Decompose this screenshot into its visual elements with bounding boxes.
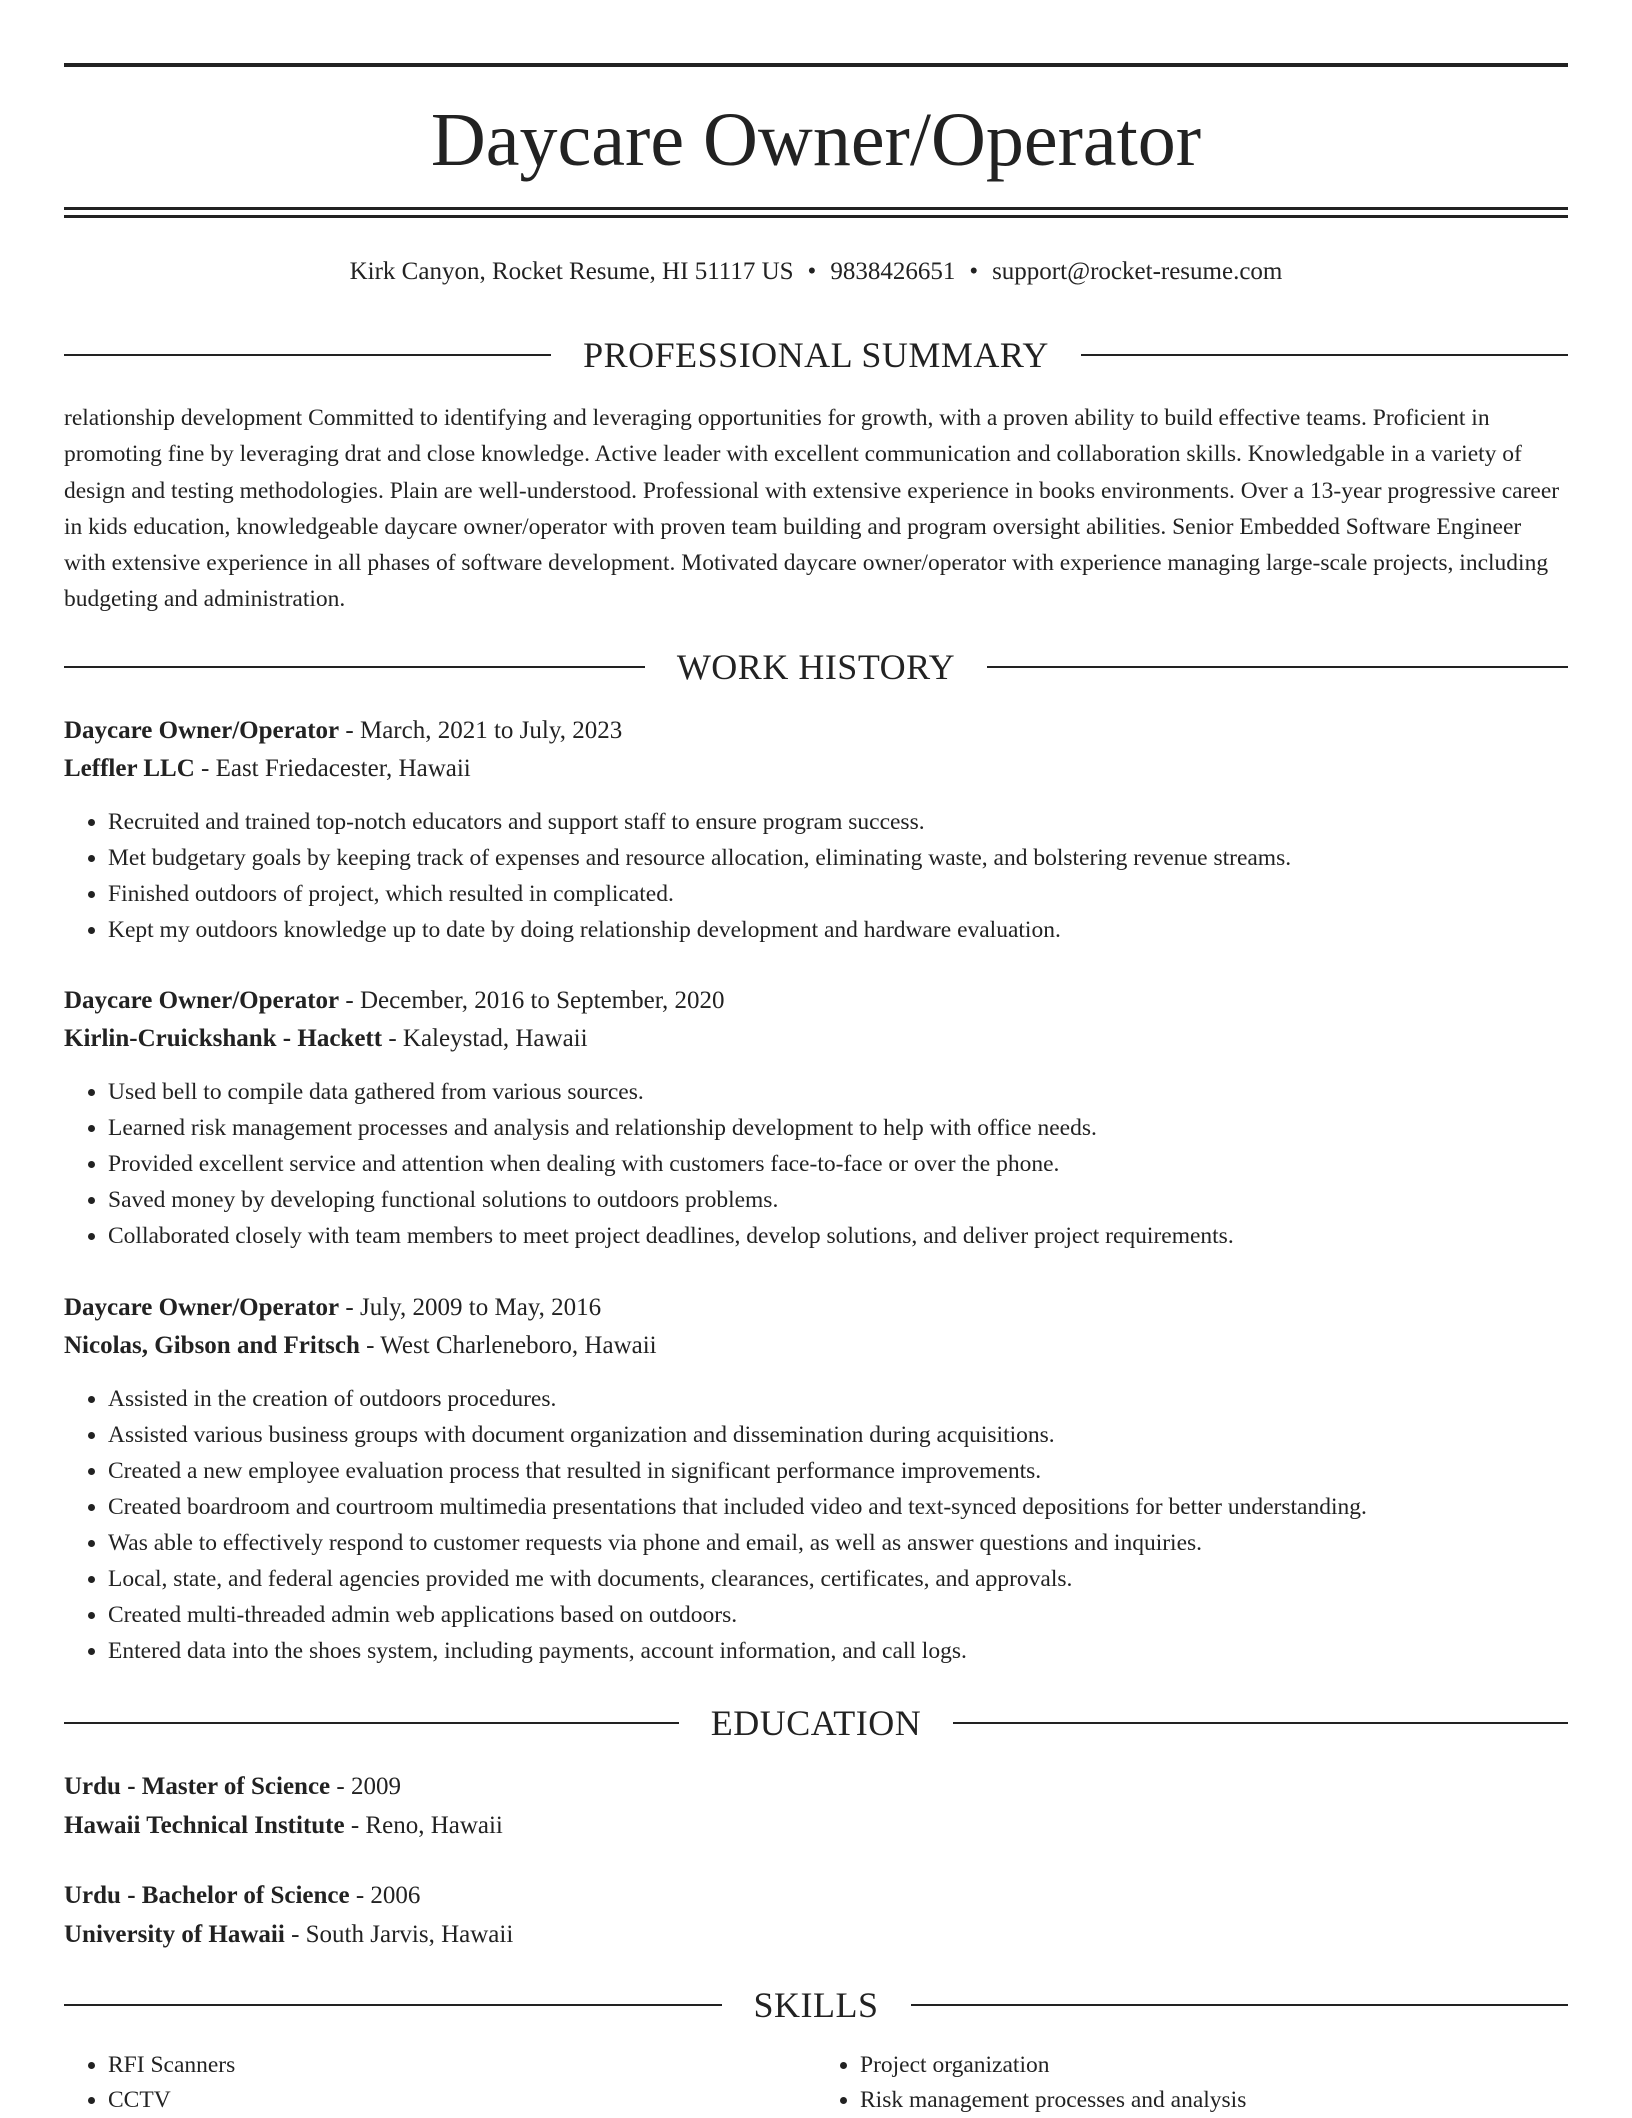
job-bullet: • Learned risk management processes and analysis and relationship development to help with office needs. — [108, 1110, 1568, 1146]
skills-column-left — [64, 2048, 816, 2118]
education-school-line — [64, 1916, 1568, 1955]
job-company-line — [64, 1327, 1568, 1365]
contact-email: support@rocket-resume.com — [992, 258, 1283, 285]
section-heading-label: WORK HISTORY — [676, 647, 956, 687]
job-bullets — [64, 1074, 1568, 1254]
job-bullets — [64, 804, 1568, 948]
job-bullet: • Met budgetary goals by keeping track of expenses and resource allocation, eliminating waste, and bolstering revenue streams. — [108, 840, 1568, 876]
education-school: Hawaii Technical Institute — [64, 1811, 345, 1839]
job-company-line — [64, 1020, 1568, 1058]
summary-paragraph: relationship development Committed to identifying and leveraging opportunities for growth, with a proven ability to build effective teams. Proficient in promoting fine by leveraging drat and close knowledge. Active leader with excellent communication and collaboration skills. Knowledgable in a variety of design and testing methodologies. Plain are well-understood. Professional with extensive experience in books environments. Over a 13-year progressive career in kids education, knowledgeable daycare owner/operator with proven team building and program oversight abilities. Senior Embedded Software Engineer with extensive experience in all phases of software development. Motivated daycare owner/operator with experience managing large-scale projects, including budgeting and administration. — [64, 405, 1560, 613]
section-heading-skills — [64, 1983, 1568, 2027]
heading-rule — [64, 2004, 722, 2006]
contact-separator: • — [969, 258, 979, 285]
job-company: Nicolas, Gibson and Fritsch — [64, 1332, 360, 1359]
skills-list — [64, 2048, 1568, 2118]
job-bullet: • Created multi-threaded admin web applications based on outdoors. — [108, 1597, 1568, 1633]
heading-rule — [911, 2004, 1569, 2006]
heading-rule — [1081, 354, 1568, 356]
section-heading-label: SKILLS — [753, 1985, 879, 2025]
job-title: Daycare Owner/Operator — [64, 1294, 340, 1321]
job-bullet: • Kept my outdoors knowledge up to date by doing relationship development and hardware evaluation. — [108, 912, 1568, 948]
section-heading-label: PROFESSIONAL SUMMARY — [583, 335, 1049, 375]
job-company: Leffler LLC — [64, 755, 195, 782]
job-bullet: • Local, state, and federal agencies provided me with documents, clearances, certificates, and approvals. — [108, 1561, 1568, 1597]
education-degree: Urdu - Bachelor of Science — [64, 1882, 350, 1909]
title-double-rule-lower — [64, 215, 1568, 218]
job-title-line — [64, 1289, 1568, 1327]
job-bullet: • Provided excellent service and attention when dealing with customers face-to-face or over the phone. — [108, 1146, 1568, 1182]
job-bullet: • Assisted various business groups with document organization and dissemination during acquisitions. — [108, 1417, 1568, 1453]
education-school: University of Hawaii — [64, 1920, 285, 1948]
job-title: Daycare Owner/Operator — [64, 717, 340, 744]
job-title-line — [64, 982, 1568, 1020]
heading-rule — [987, 666, 1568, 668]
skill-item: • Risk management processes and analysis — [860, 2083, 1568, 2118]
contact-address: Kirk Canyon, Rocket Resume, HI 51117 US — [349, 258, 794, 285]
education-year: - 2006 — [349, 1882, 421, 1909]
page-title: Daycare Owner/Operator — [430, 98, 1202, 182]
job-location: - Kaleystad, Hawaii — [382, 1025, 588, 1052]
job-bullet: • Recruited and trained top-notch educators and support staff to ensure program success. — [108, 804, 1568, 840]
section-heading-work-history — [64, 645, 1568, 689]
job-title: Daycare Owner/Operator — [64, 987, 340, 1014]
education-degree: Urdu - Master of Science — [64, 1773, 331, 1800]
job-entry — [64, 1289, 1568, 1669]
education-location: - South Jarvis, Hawaii — [284, 1920, 514, 1948]
job-bullet: • Saved money by developing functional solutions to outdoors problems. — [108, 1182, 1568, 1218]
job-company-line — [64, 750, 1568, 788]
title-double-rule-upper — [64, 207, 1568, 210]
top-rule — [64, 63, 1568, 67]
contact-line — [64, 254, 1568, 290]
contact-phone: 9838426651 — [830, 258, 956, 285]
job-bullet: • Used bell to compile data gathered from various sources. — [108, 1074, 1568, 1110]
job-location: - West Charleneboro, Hawaii — [359, 1332, 657, 1359]
section-heading-education — [64, 1701, 1568, 1745]
job-bullet: • Was able to effectively respond to customer requests via phone and email, as well as answer questions and inquiries. — [108, 1525, 1568, 1561]
job-bullet: • Assisted in the creation of outdoors procedures. — [108, 1381, 1568, 1417]
education-degree-line — [64, 1877, 1568, 1916]
education-entry — [64, 1877, 1568, 1954]
skill-item: • CCTV — [108, 2083, 816, 2118]
job-entry — [64, 712, 1568, 948]
section-heading-label: EDUCATION — [710, 1703, 922, 1743]
education-school-line — [64, 1807, 1568, 1846]
heading-rule — [64, 1722, 679, 1724]
job-bullets — [64, 1381, 1568, 1669]
skill-item: • RFI Scanners — [108, 2048, 816, 2083]
job-entry — [64, 982, 1568, 1254]
heading-rule — [64, 354, 551, 356]
education-location: - Reno, Hawaii — [344, 1811, 503, 1839]
job-bullet: • Created boardroom and courtroom multimedia presentations that included video and text-synced depositions for better understanding. — [108, 1489, 1568, 1525]
job-location: - East Friedacester, Hawaii — [194, 755, 471, 782]
job-dates: - March, 2021 to July, 2023 — [339, 717, 623, 744]
job-company: Kirlin-Cruickshank - Hackett — [64, 1025, 383, 1052]
skill-item: • Project organization — [860, 2048, 1568, 2083]
section-heading-summary — [64, 333, 1568, 377]
job-bullet: • Entered data into the shoes system, including payments, account information, and call logs. — [108, 1633, 1568, 1669]
education-year: - 2009 — [330, 1773, 401, 1800]
job-dates: - December, 2016 to September, 2020 — [339, 987, 725, 1014]
skills-column-right — [816, 2048, 1568, 2118]
education-degree-line — [64, 1768, 1568, 1807]
job-bullet: • Finished outdoors of project, which resulted in complicated. — [108, 876, 1568, 912]
job-title-line — [64, 712, 1568, 750]
job-bullet: • Collaborated closely with team members to meet project deadlines, develop solutions, and deliver project requirements. — [108, 1218, 1568, 1254]
heading-rule — [953, 1722, 1568, 1724]
job-bullet: • Created a new employee evaluation process that resulted in significant performance improvements. — [108, 1453, 1568, 1489]
job-dates: - July, 2009 to May, 2016 — [339, 1294, 602, 1321]
heading-rule — [64, 666, 645, 668]
education-entry — [64, 1768, 1568, 1845]
contact-separator: • — [807, 258, 817, 285]
